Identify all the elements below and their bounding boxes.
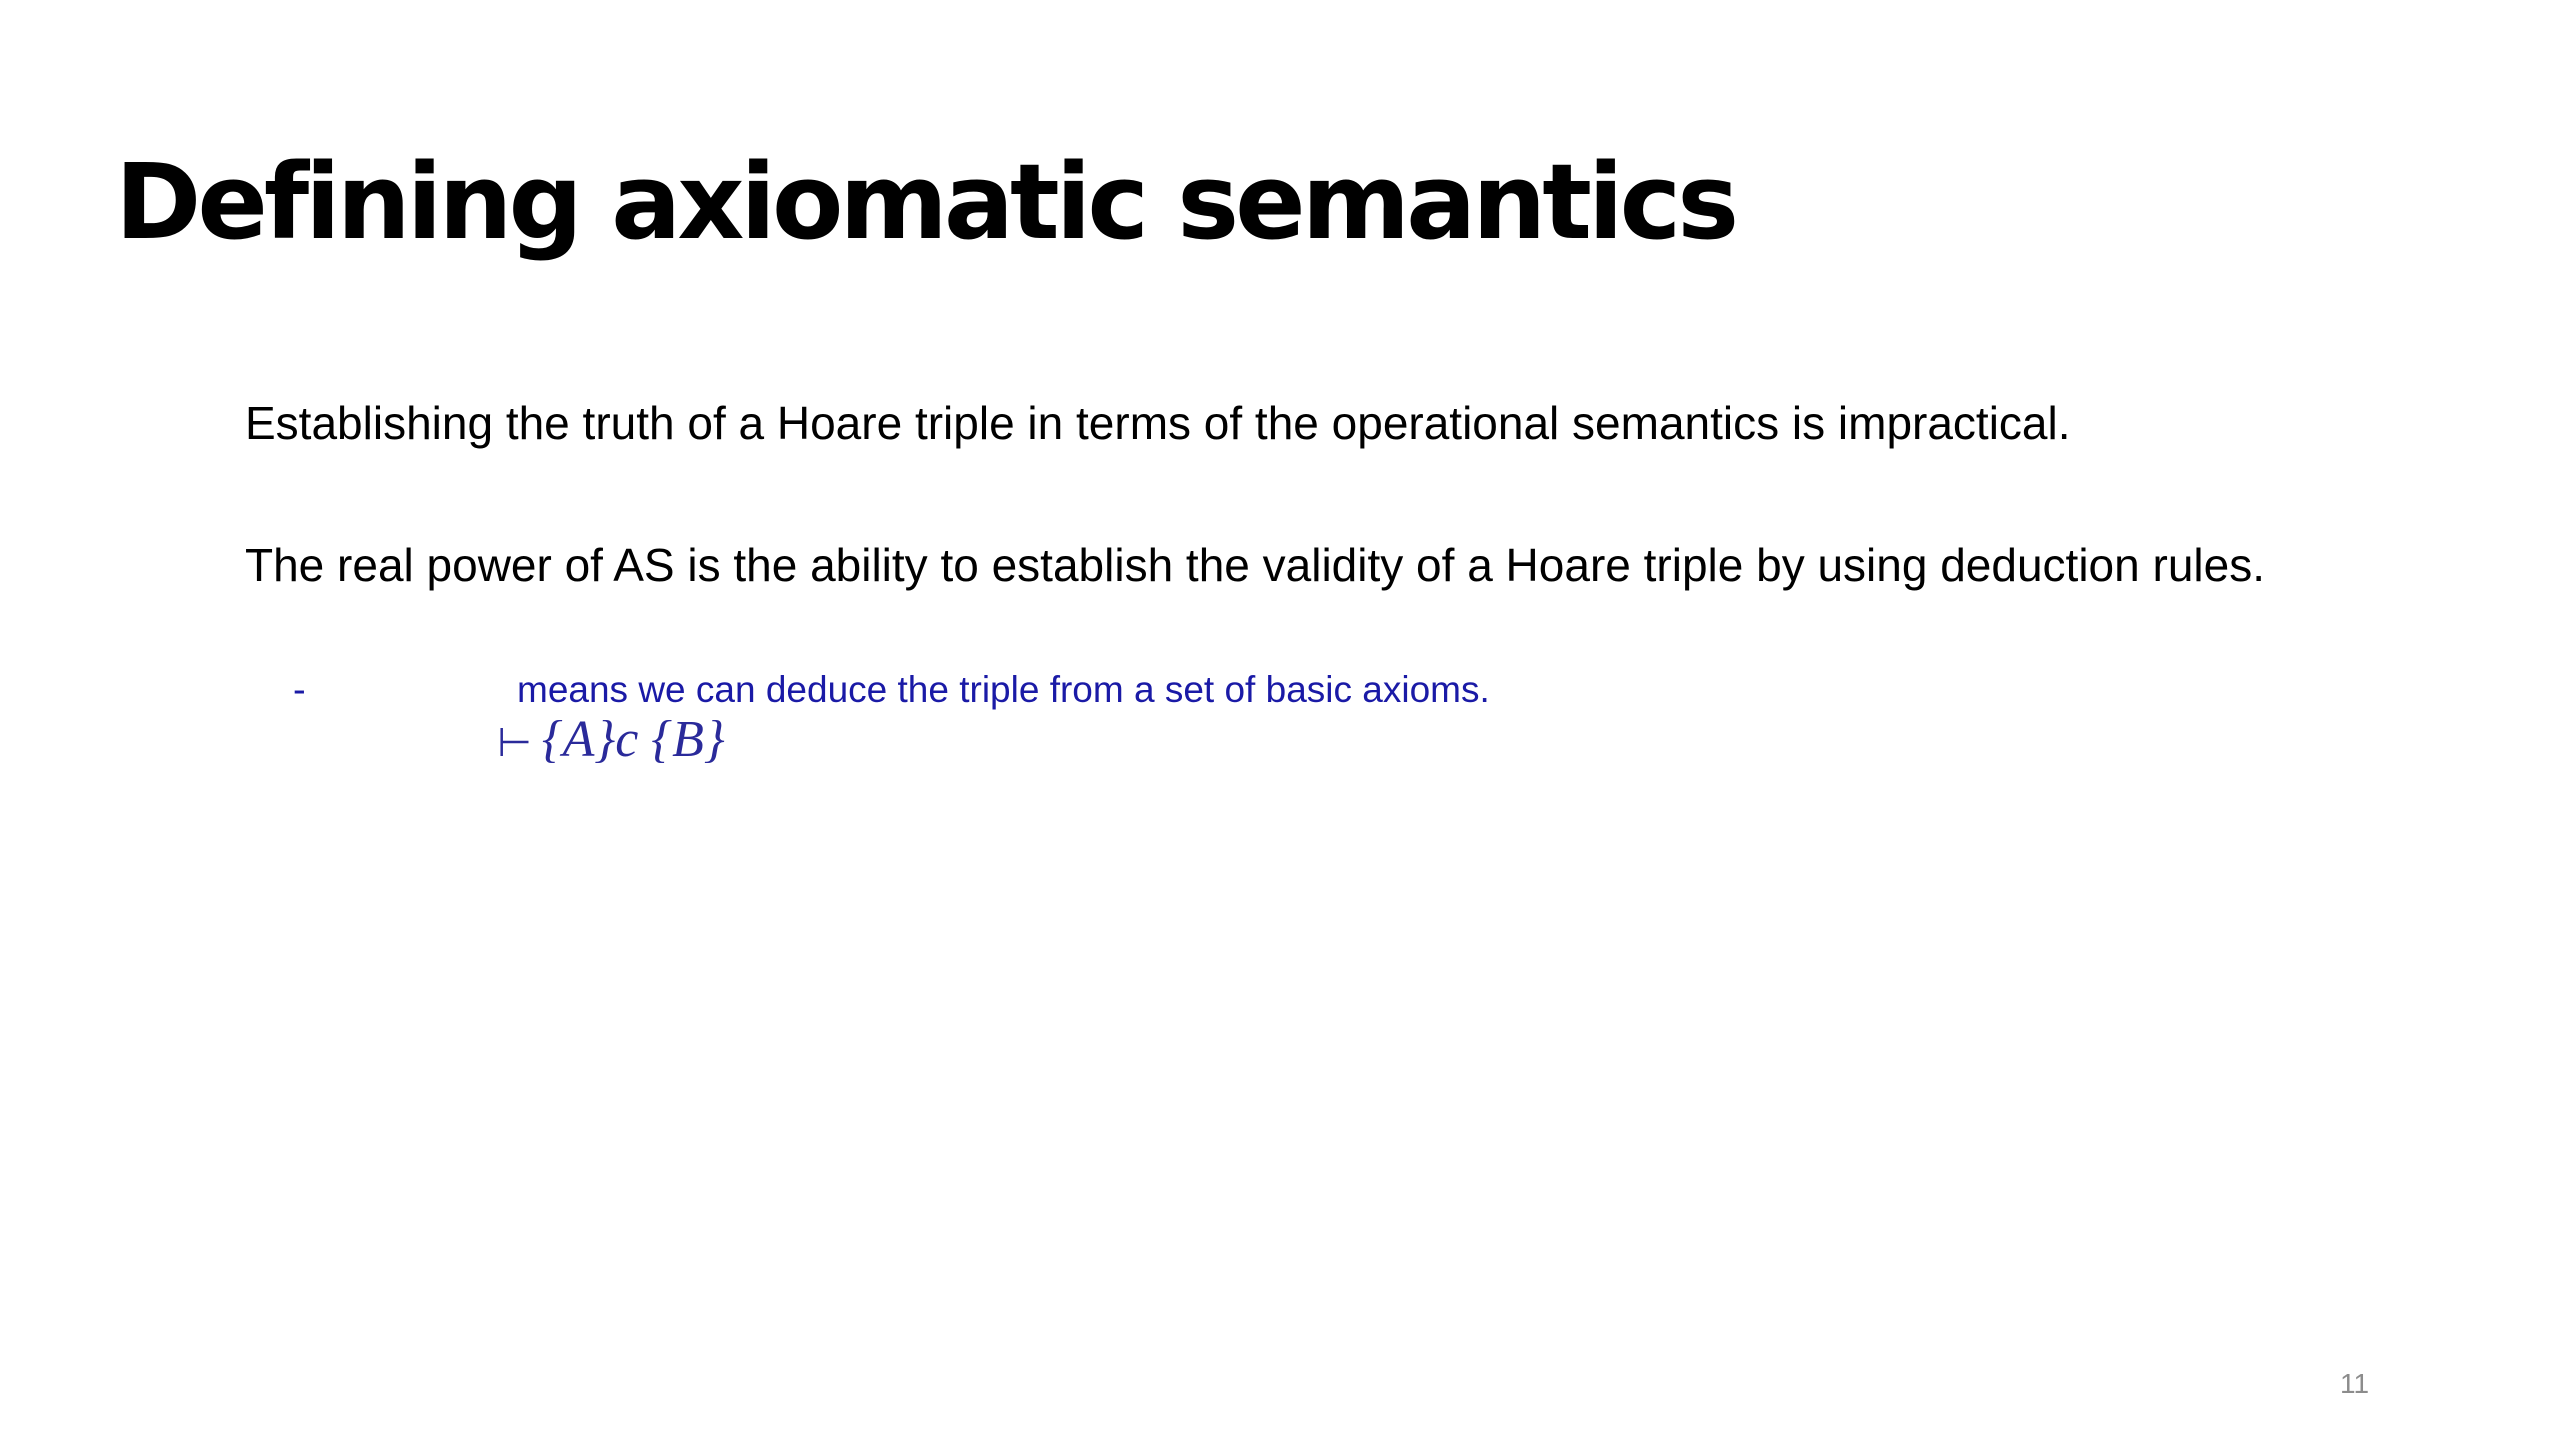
paragraph-operational-semantics: Establishing the truth of a Hoare triple in terms of the operational semantics is impractical. — [245, 397, 2071, 449]
hoare-triple-formula — [497, 708, 725, 775]
page-number: 11 — [2340, 1368, 2370, 1399]
slide-title: Defining axiomatic semantics — [115, 141, 1736, 263]
formula-triple: {A}c {B} — [541, 711, 725, 768]
paragraph-deduction-rules: The real power of AS is the ability to establish the validity of a Hoare triple by using deduction rules. — [245, 539, 2265, 591]
sub-bullet-text: means we can deduce the triple from a set of basic axioms. — [517, 669, 1490, 710]
turnstile-symbol: ⊢ — [497, 720, 532, 766]
sub-bullet-marker: - — [293, 669, 306, 711]
